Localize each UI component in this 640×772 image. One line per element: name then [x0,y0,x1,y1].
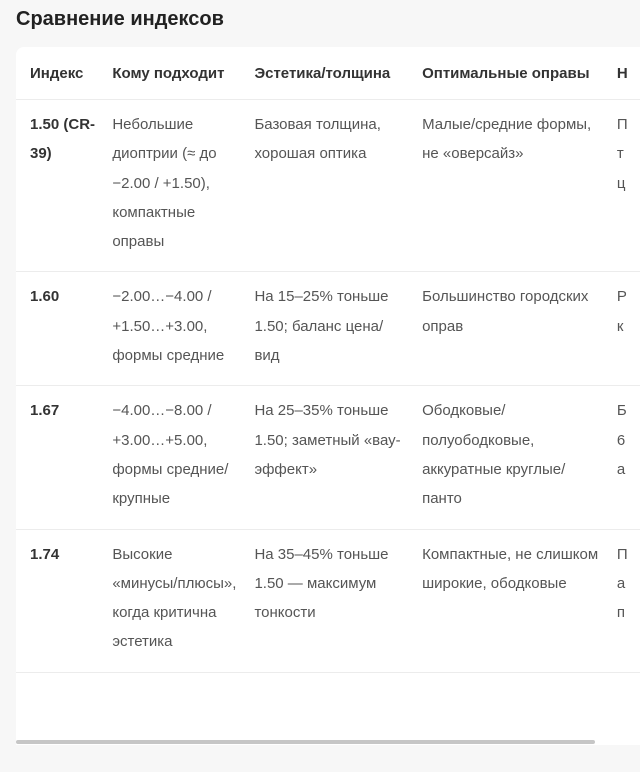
cell-extra-line: П [616,545,628,563]
cell-extra [603,529,640,672]
section-title: Сравнение индексов [16,8,224,30]
comparison-table [16,47,640,673]
cell-extra-line: ц [616,174,626,192]
cell-extra-line: а [616,460,626,478]
table-header-row [16,47,640,100]
cell-aesthetics: На 35–45% тоньше 1.50 — максимум тонкости [240,529,408,672]
cell-extra-line: а [616,574,626,592]
table-row [16,529,640,672]
cell-index: 1.74 [16,529,98,672]
cell-aesthetics: Базовая толщина, хорошая оптика [240,100,408,272]
table-row [16,386,640,529]
table-row [16,100,640,272]
cell-index: 1.60 [16,272,98,386]
table-row [16,272,640,386]
comparison-table-card [16,47,640,745]
cell-extra [603,386,640,529]
cell-extra-line: т [616,145,624,163]
cell-extra [603,100,640,272]
horizontal-scrollbar[interactable] [16,740,595,744]
header-who: Кому подходит [98,47,240,100]
cell-extra-line: Б [616,402,627,420]
header-extra: Н [603,47,640,100]
header-aesthetics: Эстетика/толщина [240,47,408,100]
cell-who: −2.00…−4.00 / +1.50…+3.00, формы средние [98,272,240,386]
cell-frames: Ободковые/полуободковые, аккуратные круглые/панто [408,386,603,529]
cell-extra [603,272,640,386]
cell-index: 1.50 (CR-39) [16,100,98,272]
cell-frames: Малые/средние формы, не «оверсайз» [408,100,603,272]
cell-extra-line: к [616,317,624,335]
cell-extra-line: 6 [616,431,626,449]
cell-extra-line: п [616,604,625,622]
cell-who: Высокие «минусы/плюсы», когда критична эстетика [98,529,240,672]
cell-aesthetics: На 25–35% тоньше 1.50; заметный «вау-эффект» [240,386,408,529]
header-index: Индекс [16,47,98,100]
cell-extra-line: П [616,116,628,133]
cell-extra-line: Р [616,288,627,306]
cell-frames: Компактные, не слишком широкие, ободковые [408,529,603,672]
cell-index: 1.67 [16,386,98,529]
cell-who: −4.00…−8.00 / +3.00…+5.00, формы средние/крупные [98,386,240,529]
cell-aesthetics: На 15–25% тоньше 1.50; баланс цена/вид [240,272,408,386]
cell-who: Небольшие диоптрии (≈ до −2.00 / +1.50), компактные оправы [98,100,240,272]
cell-frames: Большинство городских оправ [408,272,603,386]
header-frames: Оптимальные оправы [408,47,603,100]
